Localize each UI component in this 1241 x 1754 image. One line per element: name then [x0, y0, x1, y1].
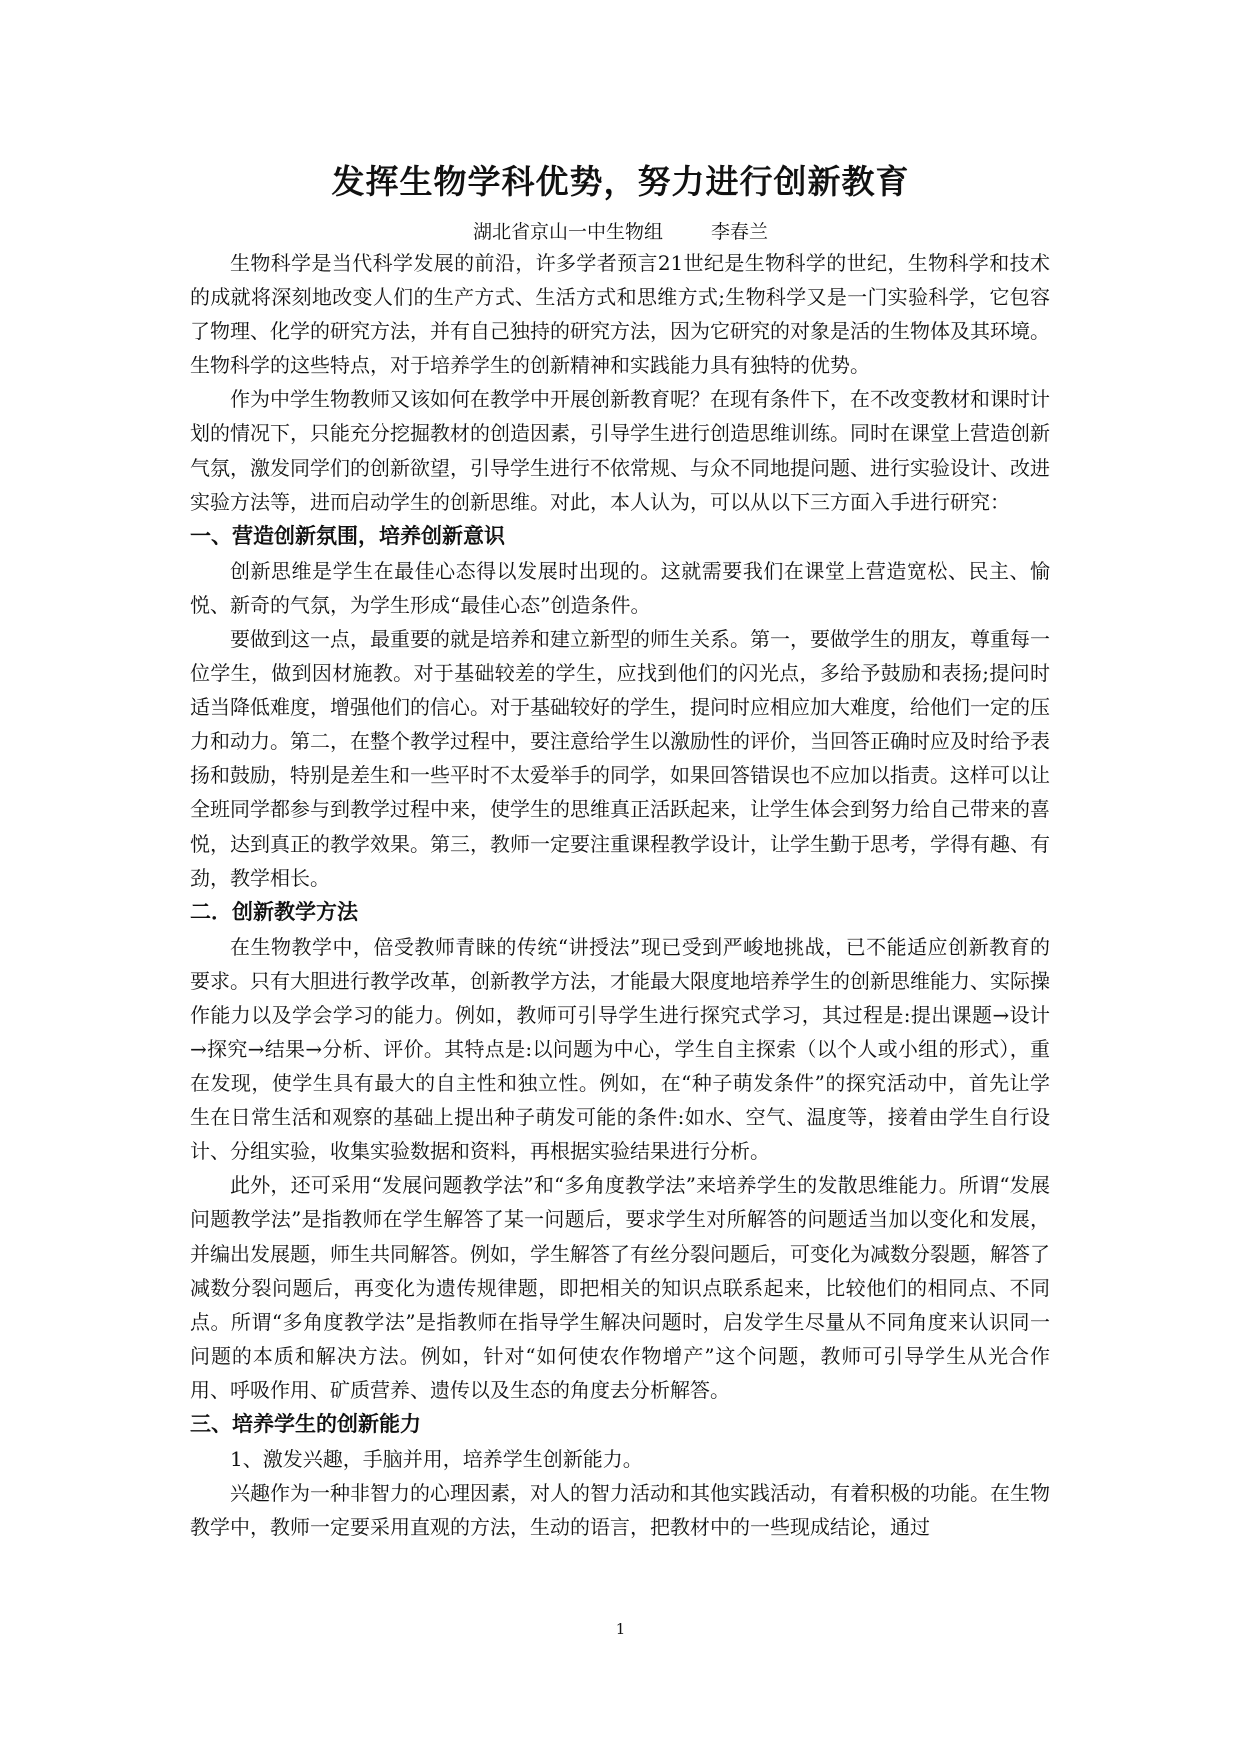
page-title: 发挥生物学科优势，努力进行创新教育	[331, 162, 910, 201]
section-paragraph: 在生物教学中，倍受教师青睐的传统“讲授法”现已受到严峻地挑战，已不能适应创新教育的要求。只有大胆进行教学改革，创新教学方法，才能最大限度地培养学生的创新思维能力、实际操作能力以及学会学习的能力。例如，教师可引导学生进行探究式学习，其过程是:提出课题→设计→探究→结果→分析、评价。其特点是:以问题为中心，学生自主探索（以个人或小组的形式），重在发现，使学生具有最大的自主性和独立性。例如，在“种子萌发条件”的探究活动中，首先让学生在日常生活和观察的基础上提出种子萌发可能的条件:如水、空气、温度等，接着由学生自行设计、分组实验，收集实验数据和资料，再根据实验结果进行分析。	[190, 934, 1050, 1164]
section-paragraph: 兴趣作为一种非智力的心理因素，对人的智力活动和其他实践活动，有着积极的功能。在生物教学中，教师一定要采用直观的方法，生动的语言，把教材中的一些现成结论，通过	[190, 1481, 1050, 1540]
intro-paragraph: 作为中学生物教师又该如何在教学中开展创新教育呢？在现有条件下，在不改变教材和课时计划的情况下，只能充分挖掘教材的创造因素，引导学生进行创造思维训练。同时在课堂上营造创新气氛，激发同学们的创新欲望，引导学生进行不依常规、与众不同地提问题、进行实验设计、改进实验方法等，进而启动学生的创新思维。对此，本人认为，可以从以下三方面入手进行研究：	[190, 387, 1050, 514]
section-paragraph: 要做到这一点，最重要的就是培养和建立新型的师生关系。第一，要做学生的朋友，尊重每一位学生，做到因材施教。对于基础较差的学生，应找到他们的闪光点，多给予鼓励和表扬;提问时适当降低难度，增强他们的信心。对于基础较好的学生，提问时应相应加大难度，给他们一定的压力和动力。第二，在整个教学过程中，要注意给学生以激励性的评价，当回答正确时应及时给予表扬和鼓励，特别是差生和一些平时不太爱举手的同学，如果回答错误也不应加以指责。这样可以让全班同学都参与到教学过程中来，使学生的思维真正活跃起来，让学生体会到努力给自己带来的喜悦，达到真正的教学效果。第三，教师一定要注重课程教学设计，让学生勤于思考，学得有趣、有劲，教学相长。	[190, 626, 1050, 890]
section-heading: 一、营造创新氛围，培养创新意识	[190, 523, 505, 548]
intro-paragraph: 生物科学是当代科学发展的前沿，许多学者预言21世纪是生物科学的世纪，生物科学和技术的成就将深刻地改变人们的生产方式、生活方式和思维方式;生物科学又是一门实验科学，它包容了物理、化学的研究方法，并有自己独持的研究方法，因为它研究的对象是活的生物体及其环境。生物科学的这些特点，对于培养学生的创新精神和实践能力具有独特的优势。	[190, 251, 1050, 378]
section-paragraph: 创新思维是学生在最佳心态得以发展时出现的。这就需要我们在课堂上营造宽松、民主、愉悦、新奇的气氛，为学生形成“最佳心态”创造条件。	[190, 558, 1050, 617]
page-number: 1	[615, 1620, 626, 1638]
author-line	[0, 218, 1241, 246]
section-heading: 三、培养学生的创新能力	[190, 1412, 421, 1436]
section-heading: 二．创新教学方法	[190, 899, 358, 924]
author-name: 李春兰	[711, 221, 769, 243]
author-organization: 湖北省京山一中生物组	[472, 221, 663, 243]
section-paragraph: 1、激发兴趣，手脑并用，培养学生创新能力。	[230, 1447, 643, 1471]
section-paragraph: 此外，还可采用“发展问题教学法”和“多角度教学法”来培养学生的发散思维能力。所谓“发展问题教学法”是指教师在学生解答了某一问题后，要求学生对所解答的问题适当加以变化和发展，并编出发展题，师生共同解答。例如，学生解答了有丝分裂问题后，可变化为减数分裂题，解答了减数分裂问题后，再变化为遗传规律题，即把相关的知识点联系起来，比较他们的相同点、不同点。所谓“多角度教学法”是指教师在指导学生解决问题时，启发学生尽量从不同角度来认识同一问题的本质和解决方法。例如，针对“如何使农作物增产”这个问题，教师可引导学生从光合作用、呼吸作用、矿质营养、遗传以及生态的角度去分析解答。	[190, 1173, 1050, 1402]
article-body	[190, 246, 1050, 1544]
